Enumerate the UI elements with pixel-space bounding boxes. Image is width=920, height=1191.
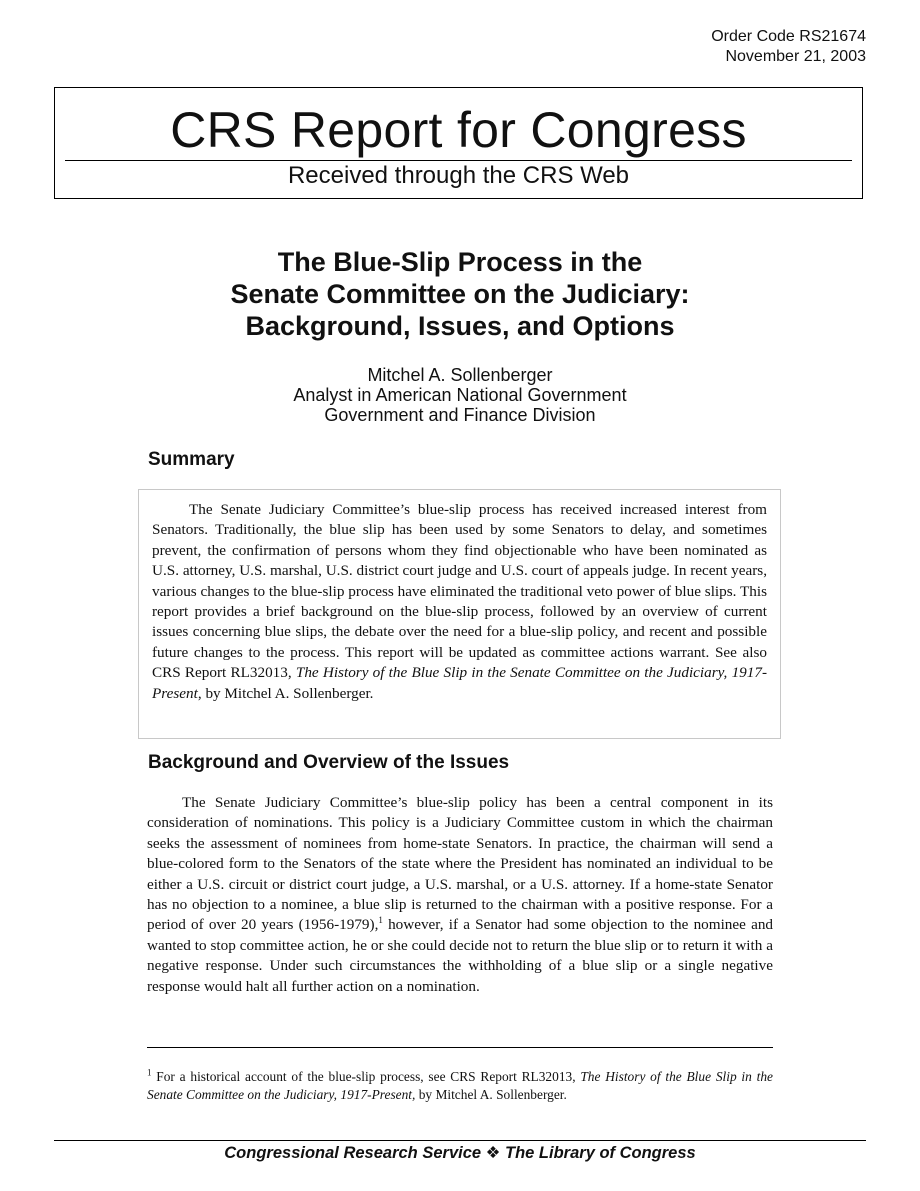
background-text-end: however, if a Senator had some objection to the nominee and wanted to stop committee action, he or she could decide not to return the blue slip or to return it with a negative response. Under such circumstances the withholding of a blue slip or a single negative response would halt all further action on a nomination.: [147, 916, 774, 995]
banner-divider: [65, 160, 852, 161]
footnote: [147, 1068, 773, 1104]
background-heading: Background and Overview of the Issues: [148, 752, 510, 773]
report-date: November 21, 2003: [725, 48, 866, 65]
summary-heading: Summary: [148, 449, 235, 470]
report-banner: [54, 87, 863, 199]
footnote-text-main: For a historical account of the blue-slip process, see CRS Report RL32013,: [151, 1069, 581, 1084]
title-line: Senate Committee on the Judiciary:: [230, 279, 690, 309]
summary-report-title: The History of the Blue Slip in the Senate Committee on the Judiciary, 1917-Present: [152, 664, 767, 702]
footnote-divider: [147, 1047, 773, 1048]
background-text-main: The Senate Judiciary Committee’s blue-slip policy has been a central component in its consideration of nominations. This policy is a Judiciary Committee custom in which the chairman seeks the assessment of nominees from home-state Senators. In practice, the chairman will send a blue-colored form to the Senators of the state where the President has nominated an individual to be either a U.S. circuit or district court judge, a U.S. marshal, or a U.S. attorney. If a home-state Senator has no objection to a nominee, a blue slip is returned to the chairman with a positive response. For a period of over 20 years (1956-1979),: [147, 794, 773, 934]
summary-box: [138, 489, 781, 739]
summary-text: [152, 500, 767, 704]
report-title: [0, 246, 920, 342]
title-line: The Blue-Slip Process in the: [277, 247, 643, 277]
banner-title: CRS Report for Congress: [170, 102, 747, 158]
summary-text-end: , by Mitchel A. Sollenberger.: [197, 684, 374, 702]
footnote-text-end: by Mitchel A. Sollenberger.: [415, 1087, 567, 1102]
page-footer: Congressional Research Service ❖ The Library of Congress: [224, 1144, 696, 1162]
footnote-ref[interactable]: 1: [378, 915, 383, 926]
background-paragraph: [147, 793, 773, 997]
footer-divider: [54, 1140, 866, 1141]
author-title: Analyst in American National Government: [293, 385, 627, 405]
order-code-block: [711, 27, 866, 67]
footnote-number: 1: [147, 1067, 152, 1078]
summary-text-main: The Senate Judiciary Committee’s blue-slip process has received increased interest from Senators. Traditionally, the blue slip has been used by some Senators to delay, and sometimes prevent, the confirmation of persons whom they find objectionable who have been nominated as U.S. attorney, U.S. marshal, U.S. district court judge and U.S. court of appeals judge. In recent years, various changes to the blue-slip process have eliminated the traditional veto power of blue slips. This report provides a brief background on the blue-slip process, followed by an overview of current issues concerning blue slips, the debate over the need for a blue-slip policy, and recent and possible future changes to the process. This report will be updated as committee actions warrant. See also CRS Report RL32013,: [152, 501, 767, 682]
author-division: Government and Finance Division: [324, 405, 596, 425]
order-code: Order Code RS21674: [711, 28, 866, 45]
title-line: Background, Issues, and Options: [245, 311, 675, 341]
author-name: Mitchel A. Sollenberger: [367, 365, 553, 385]
author-block: [0, 365, 920, 425]
banner-subtitle: Received through the CRS Web: [287, 162, 630, 189]
footnote-report-title: The History of the Blue Slip in the Senate Committee on the Judiciary, 1917-Present,: [147, 1069, 773, 1102]
